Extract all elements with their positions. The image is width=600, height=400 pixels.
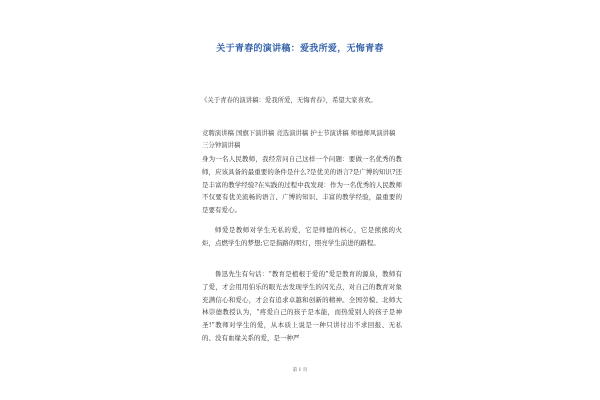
paragraph-3: 鲁迅先生有句话：“教育是植根于爱的”爱是教育的源泉，教师有了爱，才会用用伯乐的眼光去发现学生的闪光点，对自己的教育对象充满信心和爱心，才会有追求卓越和创新的精神。全国劳模、北师大林崇德教授认为，“疼爱自己的孩子是本能，而热爱别人的孩子是神圣!”教师对学生的爱，从本质上说是一种只讲付出不求回报、无私的、没有血缘关系的爱，是一种严 — [202, 270, 402, 342]
related-links[interactable]: 竞聘演讲稿 国旗下演讲稿 竞选演讲稿 护士节演讲稿 师德师风演讲稿 三分钟演讲稿 — [202, 129, 396, 149]
paragraph-1: 身为一名人民教师，我经常问自己这样一个问题：要做一名优秀的教师，应该具备的最重要的条件是什么?是优美的语言?是广博的知识?还是丰富的教学经验?在实践的过程中我发现：作为一名优秀的人民教师不仅要有优美流畅的语言、广博的知识、丰富的教学经验，最重要的是要有爱心。 — [202, 155, 402, 215]
document-title: 关于青春的演讲稿：爱我所爱，无悔青春 — [216, 44, 384, 54]
paragraph-2: 师爱是教师对学生无私的爱，它是师德的核心，它是熊熊的火炬，点燃学生的梦想;它是指路的明灯，照亮学生前进的路程。 — [202, 226, 402, 247]
page-footer: 第 1 页 — [292, 368, 308, 373]
intro-line: 《关于青春的演讲稿：爱我所爱，无悔青春》，希望大家喜欢。 — [201, 96, 377, 104]
